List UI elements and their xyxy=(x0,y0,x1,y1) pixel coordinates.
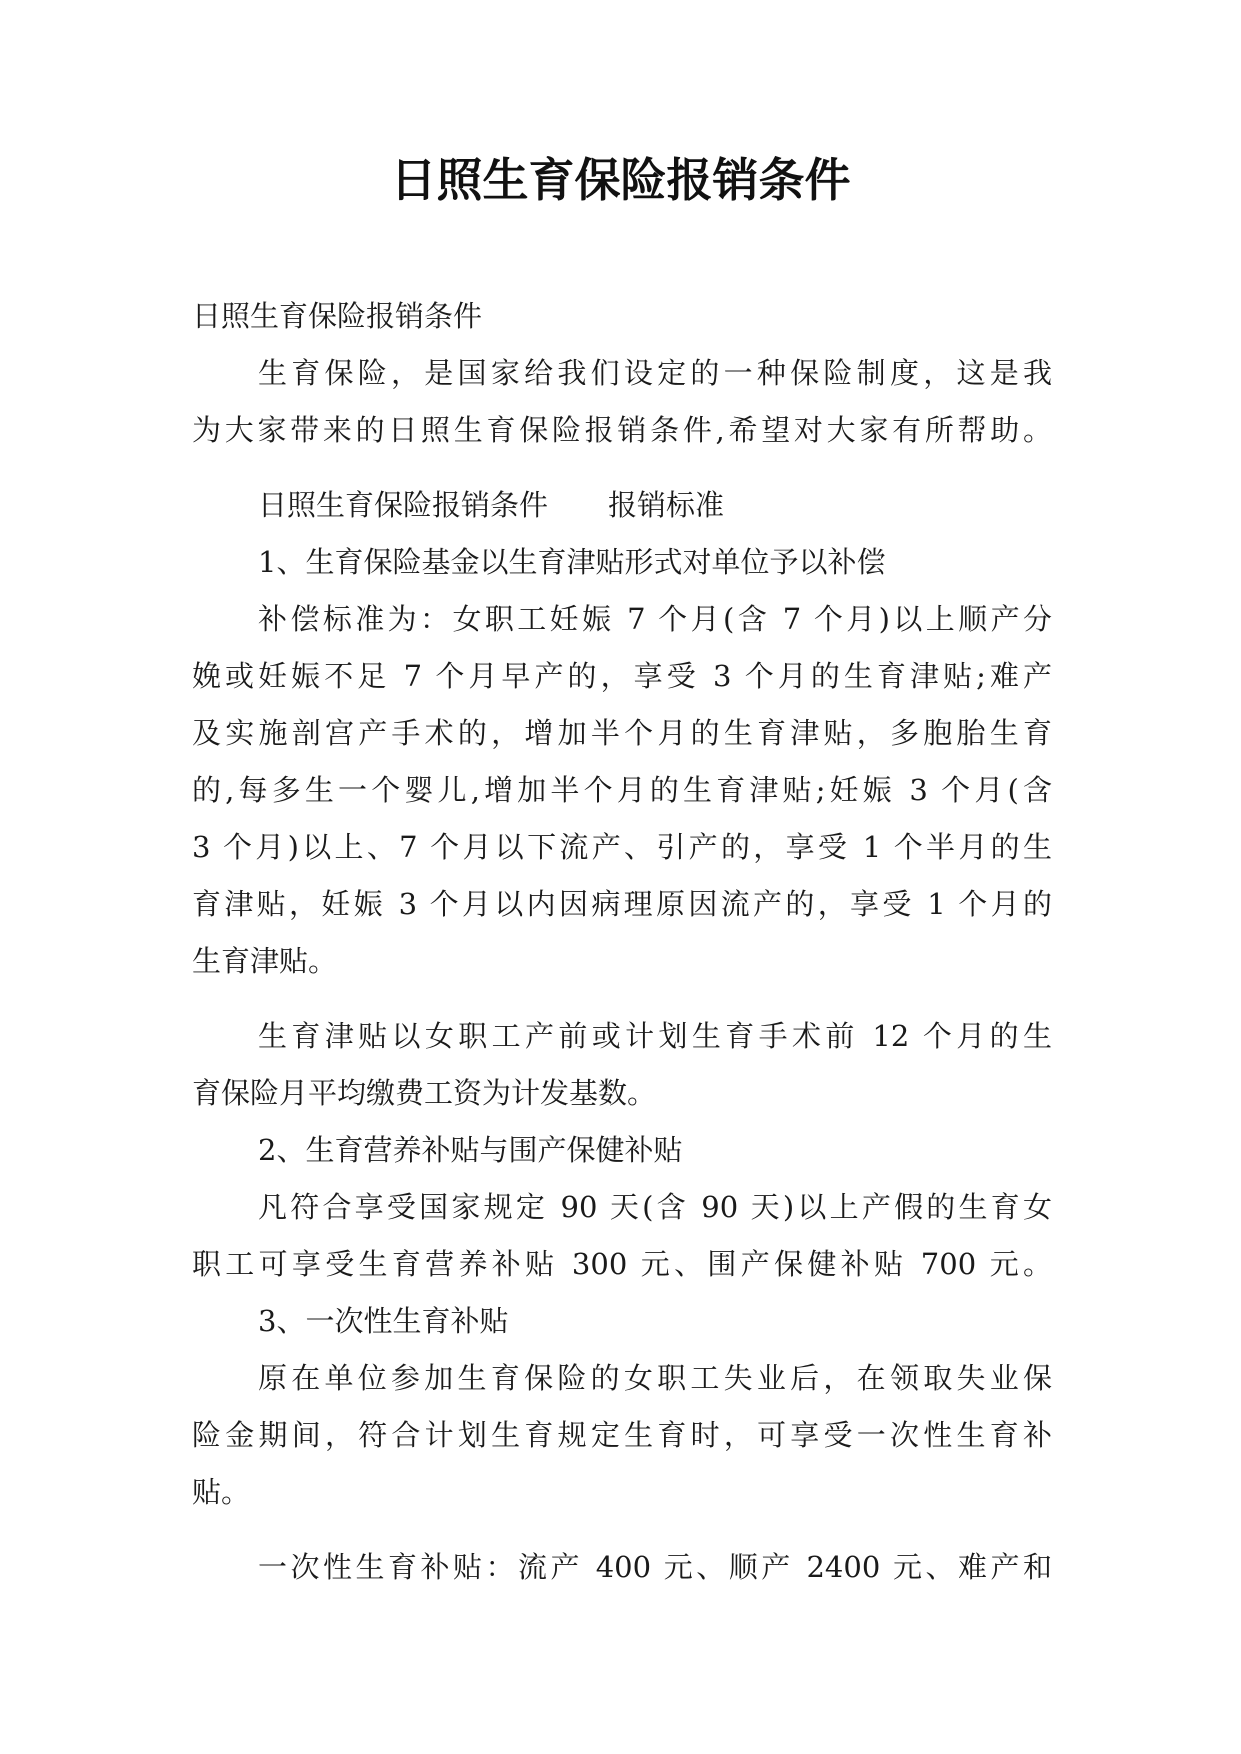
document-body xyxy=(192,288,1052,1596)
paragraph-line: 补偿标准为：女职工妊娠 7 个月(含 7 个月)以上顺产分 xyxy=(258,602,1052,636)
paragraph-line: 生育保险，是国家给我们设定的一种保险制度，这是我 xyxy=(258,356,1052,390)
paragraph-line: 险金期间，符合计划生育规定生育时，可享受一次性生育补 xyxy=(192,1418,1052,1452)
paragraph-line: 原在单位参加生育保险的女职工失业后，在领取失业保 xyxy=(258,1361,1052,1395)
section-heading xyxy=(192,477,1052,534)
item-heading: 1、生育保险基金以生育津贴形式对单位予以补偿 xyxy=(258,545,886,579)
paragraph-line: 及实施剖宫产手术的，增加半个月的生育津贴，多胞胎生育 xyxy=(192,716,1052,750)
paragraph-line: 的,每多生一个婴儿,增加半个月的生育津贴;妊娠 3 个月(含 xyxy=(192,773,1052,807)
paragraph-line: 生育津贴。 xyxy=(192,944,338,978)
section-heading-part: 报销标准 xyxy=(608,488,725,522)
subtitle-line: 日照生育保险报销条件 xyxy=(192,299,483,333)
paragraph-line: 育保险月平均缴费工资为计发基数。 xyxy=(192,1076,657,1110)
paragraph-line: 贴。 xyxy=(192,1475,251,1509)
paragraph-line: 凡符合享受国家规定 90 天(含 90 天)以上产假的生育女 xyxy=(258,1190,1052,1224)
paragraph-line: 娩或妊娠不足 7 个月早产的，享受 3 个月的生育津贴;难产 xyxy=(192,659,1052,693)
paragraph-line: 生育津贴以女职工产前或计划生育手术前 12 个月的生 xyxy=(258,1019,1052,1053)
item-heading: 2、生育营养补贴与围产保健补贴 xyxy=(258,1133,683,1167)
paragraph-line: 一次性生育补贴：流产 400 元、顺产 2400 元、难产和 xyxy=(258,1550,1052,1584)
item-heading: 3、一次性生育补贴 xyxy=(258,1304,509,1338)
paragraph-line: 育津贴，妊娠 3 个月以内因病理原因流产的，享受 1 个月的 xyxy=(192,887,1052,921)
document-title: 日照生育保险报销条件 xyxy=(390,153,851,207)
paragraph-line: 职工可享受生育营养补贴 300 元、围产保健补贴 700 元。 xyxy=(192,1247,1052,1281)
paragraph-line: 为大家带来的日照生育保险报销条件,希望对大家有所帮助。 xyxy=(192,413,1052,447)
paragraph-line: 3 个月)以上、7 个月以下流产、引产的，享受 1 个半月的生 xyxy=(192,830,1052,864)
section-heading-part: 日照生育保险报销条件 xyxy=(258,488,549,522)
